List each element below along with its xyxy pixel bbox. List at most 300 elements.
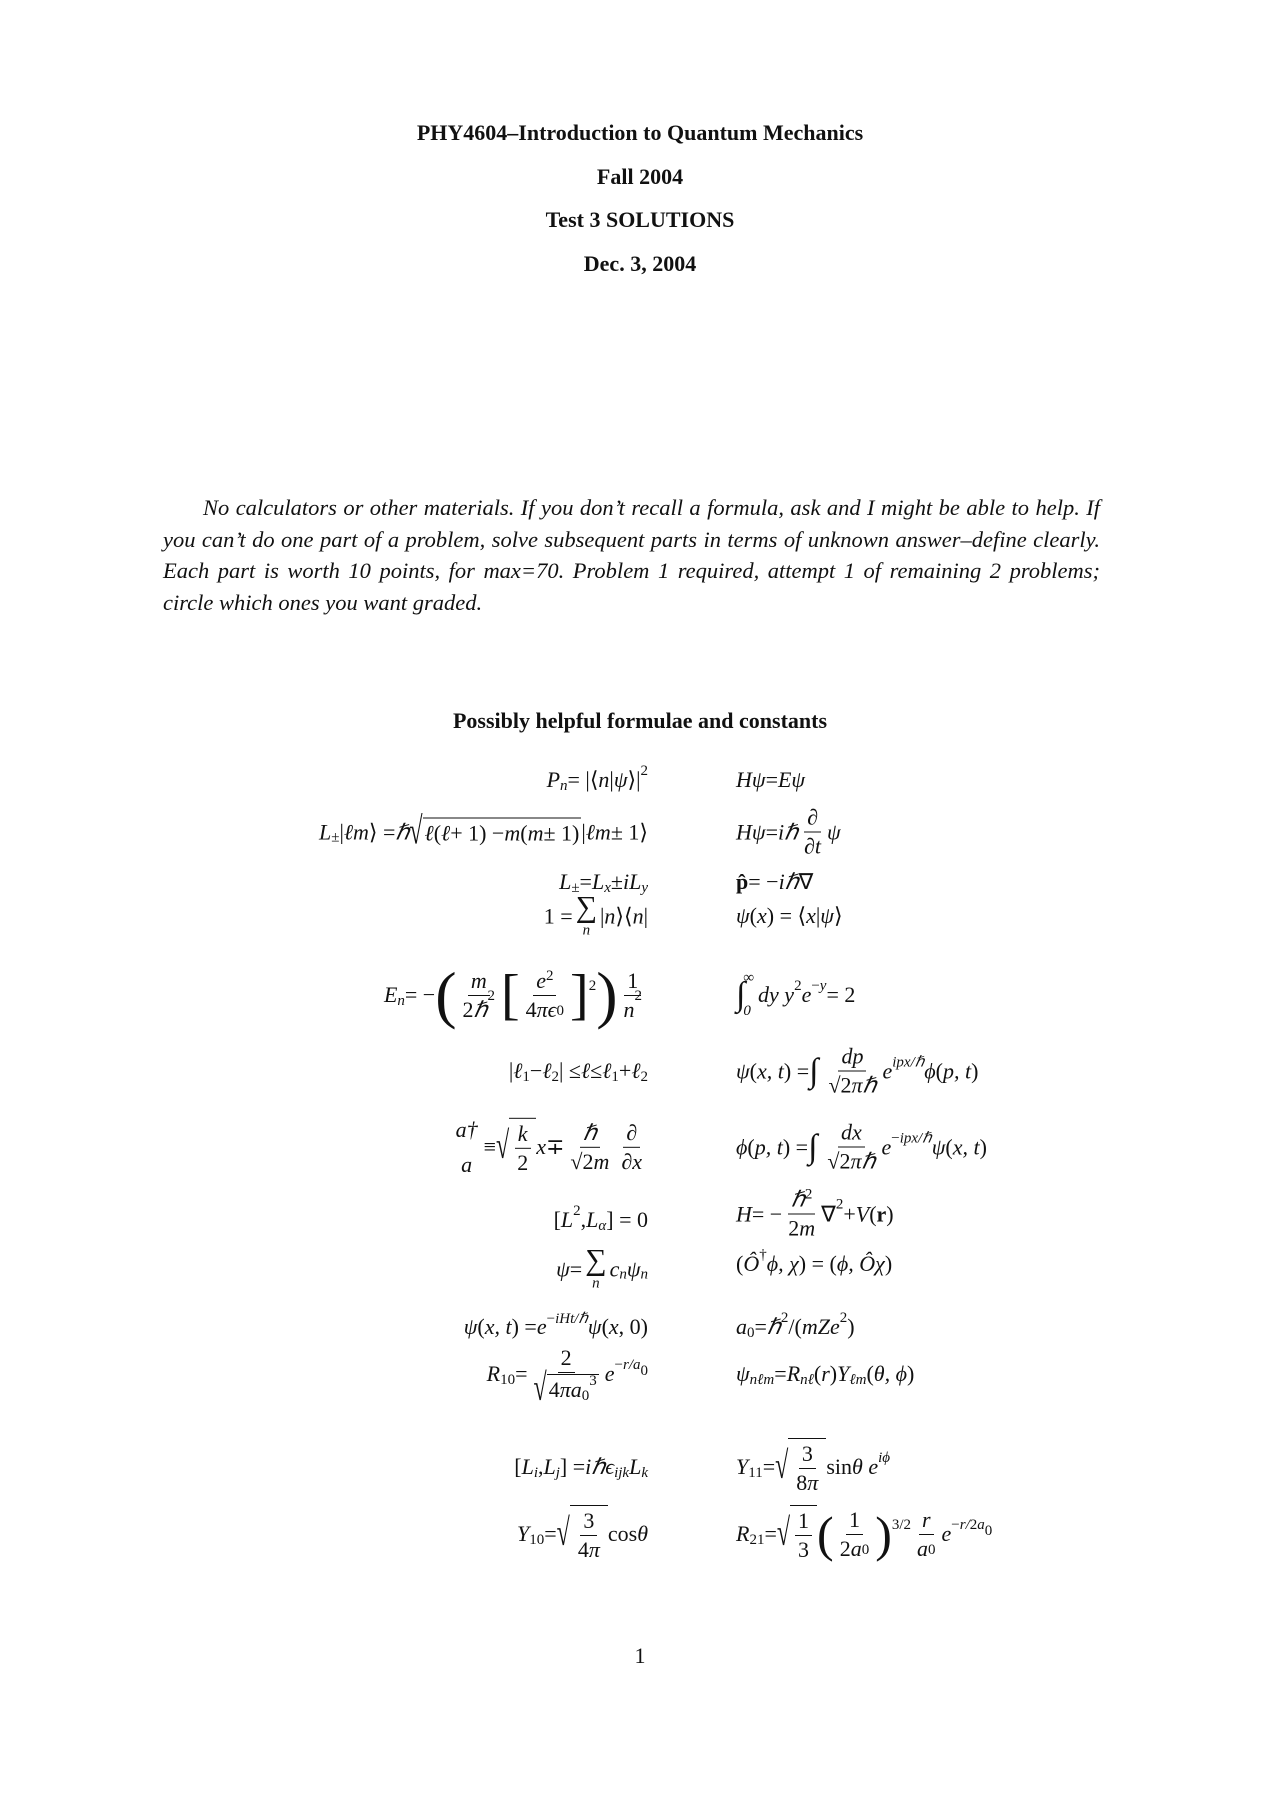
delimiter: ( [817,1506,834,1562]
sum-sign: ∑ [585,1243,607,1277]
formula-left [546,762,648,794]
test-date: Dec. 3, 2004 [583,251,697,276]
math-symbol: ∂ [626,1119,638,1145]
subscript [928,1542,936,1559]
math-text: − [546,1310,556,1327]
math-symbol: ϕ, Ôχ [836,1251,885,1276]
math-text: ∇ [821,1201,836,1226]
math-symbol: P [546,767,561,792]
formula-right [736,1438,890,1496]
math-text: ( [601,1314,609,1339]
subscript [500,1372,515,1389]
radical-sign: √ [775,1446,789,1488]
math-text: 2 [794,977,802,994]
denominator [785,1215,818,1242]
math-symbol: k [641,1464,648,1481]
math-symbol: ψ [736,903,750,928]
superscript [878,1450,890,1467]
math-symbol: ℓm [343,819,369,844]
math-text: 2 [634,987,642,1004]
square-root [775,1438,826,1496]
superscript [546,968,554,985]
formula-right [736,1309,855,1341]
subscript [641,1363,649,1379]
math-text: 2 [835,1196,844,1213]
fraction [795,1508,812,1563]
subscript [849,1372,866,1389]
math-symbol: n [623,996,635,1022]
denominator [801,833,824,860]
math-text: = [754,1314,767,1339]
math-symbol: r/ [959,1516,970,1533]
math-symbol: iHt/ℏ [555,1310,588,1327]
math-symbol: θ, ϕ [873,1361,907,1386]
subscript [641,1465,648,1482]
math-text: ) [829,1361,838,1386]
formula-right [736,1505,992,1563]
superscript [794,978,802,995]
math-symbol: ψ [736,1361,750,1386]
math-text: 0 [861,1541,870,1558]
formula-right [736,1187,894,1242]
math-symbol: r [922,1506,931,1532]
math-text: 4 [525,996,537,1022]
fraction [575,1508,603,1563]
math-text: + 1) − [450,820,505,846]
math-symbol: ℓm [585,819,611,844]
math-symbol: Ô [743,1251,760,1276]
math-symbol: πϵ [536,996,557,1022]
square-root [409,811,581,853]
math-text: ( [945,1134,953,1159]
radicand [547,1374,599,1403]
math-symbol: e [536,967,546,993]
stack-item: a [461,1152,473,1177]
math-text: ± 1) [543,820,580,846]
math-symbol: L [521,1454,534,1479]
math-symbol: dp [841,1043,864,1069]
denominator [824,1148,878,1175]
denominator [914,1535,939,1562]
formula-right [736,903,843,929]
math-symbol: n [397,992,405,1009]
math-symbol: x [757,903,767,928]
numerator [799,1441,816,1469]
subscript [862,1542,870,1559]
math-symbol: y [641,879,648,896]
math-symbol: R [736,1521,750,1546]
denominator [575,1536,603,1563]
math-symbol: e [881,1134,892,1159]
math-text: ] = 0 [606,1207,648,1232]
math-symbol: ℏ [473,996,488,1022]
math-text: † [759,1246,767,1263]
math-text: ) = ( [798,1251,837,1276]
math-symbol: x [536,1134,546,1159]
formula-right [736,767,805,793]
integral-sign: ∫ [736,976,746,1013]
numerator [533,968,556,996]
subscript [619,1267,627,1284]
math-symbol: a [850,1535,862,1561]
denominator [523,996,567,1023]
math-text: | [339,819,344,844]
math-symbol: ψ [556,1256,570,1281]
math-symbol: mZe [801,1314,840,1339]
math-symbol: e [536,1314,547,1339]
denominator [460,987,498,1023]
integral-sign: ∫ [808,1128,818,1165]
formula-right [736,1044,978,1099]
math-text: = [579,869,592,894]
math-text: 1 = [543,903,573,928]
subscript [749,1532,764,1549]
formula-left [556,1243,648,1293]
math-text: ] = [559,1454,586,1479]
delimiter: ) [596,959,618,1030]
math-text: ( [747,1134,755,1159]
formula-left [318,811,648,853]
test-title: Test 3 SOLUTIONS [545,207,735,232]
subscript [985,1523,993,1539]
math-text: [ [553,1207,561,1232]
math-text: ± [331,829,340,846]
summation [585,1243,607,1293]
fraction [621,968,646,1023]
radicand [570,1505,608,1563]
math-text: ≤ [590,1058,603,1083]
math-symbol: dy y [758,982,795,1007]
math-text: = [569,1256,583,1281]
math-symbol: m [504,820,521,846]
numerator [846,1507,863,1535]
formula-left [463,1310,648,1340]
math-text: sin [826,1454,853,1479]
math-text: | [643,903,648,928]
superscript [811,978,826,995]
math-text: = [765,819,778,844]
square-root [557,1505,608,1563]
math-text: ) = ⟨ [766,903,807,928]
math-symbol: πa [559,1377,582,1402]
math-text: 2 [573,1202,581,1219]
math-text: 1 [522,1068,530,1085]
formula-left [517,1505,648,1563]
subscript [560,778,568,795]
math-symbol: H [736,1201,752,1226]
math-symbol: L [560,1207,574,1232]
delimiter: [ [500,964,520,1026]
superscript [547,1309,588,1328]
math-text: ± [610,869,623,894]
math-text: 2 [462,996,474,1022]
math-text: ( [866,1361,874,1386]
subscript [748,1465,762,1482]
math-symbol: α [598,1217,607,1234]
numerator [468,968,490,996]
math-text: 1 [848,1506,860,1532]
math-symbol: ψ [736,1058,750,1083]
superscript [805,1187,813,1204]
math-text: ( [736,1251,744,1276]
formula-left [456,1112,648,1182]
radicand [790,1505,817,1563]
term: Fall 2004 [596,164,684,189]
math-text: ) [971,1058,979,1083]
math-symbol: E [383,982,398,1007]
math-symbol: y [819,977,827,994]
subscript [747,1325,755,1342]
radical-sign: √ [533,1367,547,1410]
math-symbol: π [588,1537,600,1562]
denominator [514,1149,531,1176]
math-symbol: R [786,1361,801,1386]
course-title: PHY4604–Introduction to Quantum Mechanics [416,120,864,145]
formula-left [559,869,648,895]
math-text: 2 [839,1535,851,1561]
math-text: ) = [782,1134,809,1159]
superscript [951,1516,993,1539]
radicand [423,818,582,847]
math-symbol: ℏ [790,1186,805,1212]
math-symbol: r [821,1361,830,1386]
numerator [623,1120,640,1148]
math-text: ( [869,1201,877,1226]
radicand [788,1438,826,1496]
math-symbol: L [543,1454,556,1479]
math-text: ⟩ [833,903,843,928]
superscript [892,1053,924,1072]
math-text: 10 [500,1371,516,1388]
math-symbol: p, t [754,1134,783,1159]
math-text: 3 [801,1441,813,1466]
math-text: 2 [780,1309,789,1326]
math-text: 4 [577,1537,589,1562]
math-text: 0 [984,1522,993,1539]
math-symbol: x [806,903,816,928]
math-text: ⟩⟨ [615,903,633,928]
math-text: | [609,767,614,792]
math-symbol: ψ [587,1314,602,1339]
math-text: 3 [583,1508,595,1533]
math-text: | ≤ [559,1058,581,1083]
denominator [618,1148,645,1175]
math-text: 2 [839,1309,848,1326]
math-text: | [581,819,586,844]
subscript [582,1388,590,1405]
superscript [635,988,643,1005]
page-number: 1 [634,1643,646,1668]
operator-stack [456,1112,478,1182]
upper-limit: ∞ [743,970,755,986]
math-text: 8 [796,1470,808,1495]
math-text: ( [749,1058,757,1083]
math-text: = [544,1521,557,1546]
math-text: 3 [589,1372,597,1389]
superscript [840,1310,848,1327]
math-symbol: a [917,1535,929,1561]
fraction [618,1120,645,1175]
numerator [838,1120,865,1148]
formula-left [509,1058,648,1084]
numerator [515,1121,531,1149]
math-text: ) [979,1134,987,1159]
fraction [523,968,567,1023]
math-text: 2 [551,1068,559,1085]
delimiter: ) [875,1506,892,1562]
math-text: ) = [783,1058,810,1083]
math-text: | [815,903,821,928]
formula-left [543,890,648,940]
formula-left [486,1345,648,1410]
math-symbol: Y [837,1361,850,1386]
math-text: √2 [828,1072,852,1098]
sum-sign: ∑ [575,890,598,924]
denominator [621,987,646,1023]
math-text: , [580,1207,587,1232]
math-symbol: ijk [614,1464,630,1481]
math-symbol: ψ [827,819,841,844]
math-text: /( [788,1314,802,1339]
math-symbol: e [941,1521,952,1546]
math-symbol: n [640,1266,648,1283]
denominator [531,1367,602,1410]
denominator [837,1535,873,1562]
math-text: 0 [747,1324,755,1341]
math-symbol: x, t [484,1314,512,1339]
numerator [788,1187,815,1215]
fraction [801,805,824,860]
math-text: 21 [749,1531,765,1548]
formula-right [736,869,813,895]
math-symbol: Y [516,1521,530,1546]
math-text: 10 [529,1531,545,1548]
radical-sign: √ [776,1513,791,1555]
math-symbol: ∂x [621,1148,642,1174]
math-symbol: πℏ [851,1072,877,1098]
formula-right [736,805,841,860]
math-text: + [618,1058,632,1083]
math-symbol: m [527,820,544,846]
math-symbol: n [560,777,568,794]
math-symbol: m [799,1215,816,1241]
math-text: ) = [511,1314,537,1339]
integral [808,1128,817,1166]
integral-limits [743,970,754,1020]
superscript [589,978,597,995]
math-symbol: ℓm [849,1371,867,1388]
numerator [838,1044,866,1072]
subscript [557,1003,565,1020]
math-text: ≡ [483,1134,497,1159]
math-text: = − [404,982,436,1007]
superscript [487,988,495,1005]
math-symbol: ϕ [924,1058,936,1083]
subscript [331,830,339,847]
denominator [825,1072,879,1099]
subscript [598,1218,606,1235]
numerator [558,1345,575,1373]
numerator [580,1508,597,1536]
math-text: = − [751,1201,783,1226]
math-text: = [765,767,778,792]
subscript [750,1372,775,1389]
sum-index: n [582,922,591,939]
delimiter: ] [570,964,589,1026]
math-text: 2 [969,1516,978,1533]
subscript [611,1069,619,1086]
square-root [777,1505,817,1563]
math-symbol: x [608,1314,619,1339]
math-text: ⟩| [627,767,641,792]
fraction [837,1507,873,1562]
math-text: 0 [581,1387,590,1404]
subscript [534,1465,538,1482]
fraction [825,1044,879,1099]
math-text: ∇ [798,869,814,894]
superscript [781,1310,789,1327]
math-symbol: L [591,869,605,894]
math-text: 2 [560,1345,572,1370]
math-symbol: ℓ [424,820,434,846]
math-symbol: i [533,1464,538,1481]
math-symbol: ℓ [580,1058,591,1083]
math-symbol: e [604,1361,615,1386]
math-symbol: Y [736,1454,749,1479]
formula-right [736,1120,987,1175]
integral [809,1052,818,1090]
math-symbol: Eψ [777,767,806,792]
math-text: ( [749,903,757,928]
fraction [514,1121,531,1176]
integral [736,970,754,1020]
numerator [795,1508,812,1536]
math-text: ∓ [545,1134,565,1159]
math-symbol: L [559,869,572,894]
math-symbol: R [486,1361,501,1386]
math-text: = − [748,869,779,894]
math-text: 1 [627,967,639,993]
math-symbol: ℓ [602,1058,612,1083]
superscript [891,1129,931,1148]
math-symbol: π [807,1470,819,1495]
math-text: − [614,1356,623,1373]
math-symbol: ipx/ℏ [899,1130,932,1147]
math-text: ± 1⟩ [610,819,648,844]
math-text: ( [477,1314,485,1339]
math-text: 2 [804,1186,813,1203]
formula-right [736,1246,893,1277]
numerator [580,1120,600,1148]
math-text: 4 [548,1377,560,1402]
math-text: √2 [827,1148,851,1174]
denominator [795,1536,812,1563]
subscript [614,1465,629,1482]
math-symbol: L [629,1454,642,1479]
math-text: − [951,1516,960,1533]
formula-left [384,958,648,1032]
math-symbol: a [977,1516,985,1533]
math-symbol: c [609,1256,620,1281]
numerator [919,1507,934,1535]
subscript [522,1069,530,1086]
superscript [614,1356,648,1379]
math-text: ) [847,1314,855,1339]
math-symbol: ℓ [513,1058,523,1083]
math-symbol: p, t [942,1058,972,1083]
math-text: ) [884,1251,893,1276]
math-symbol: n [619,1266,627,1283]
